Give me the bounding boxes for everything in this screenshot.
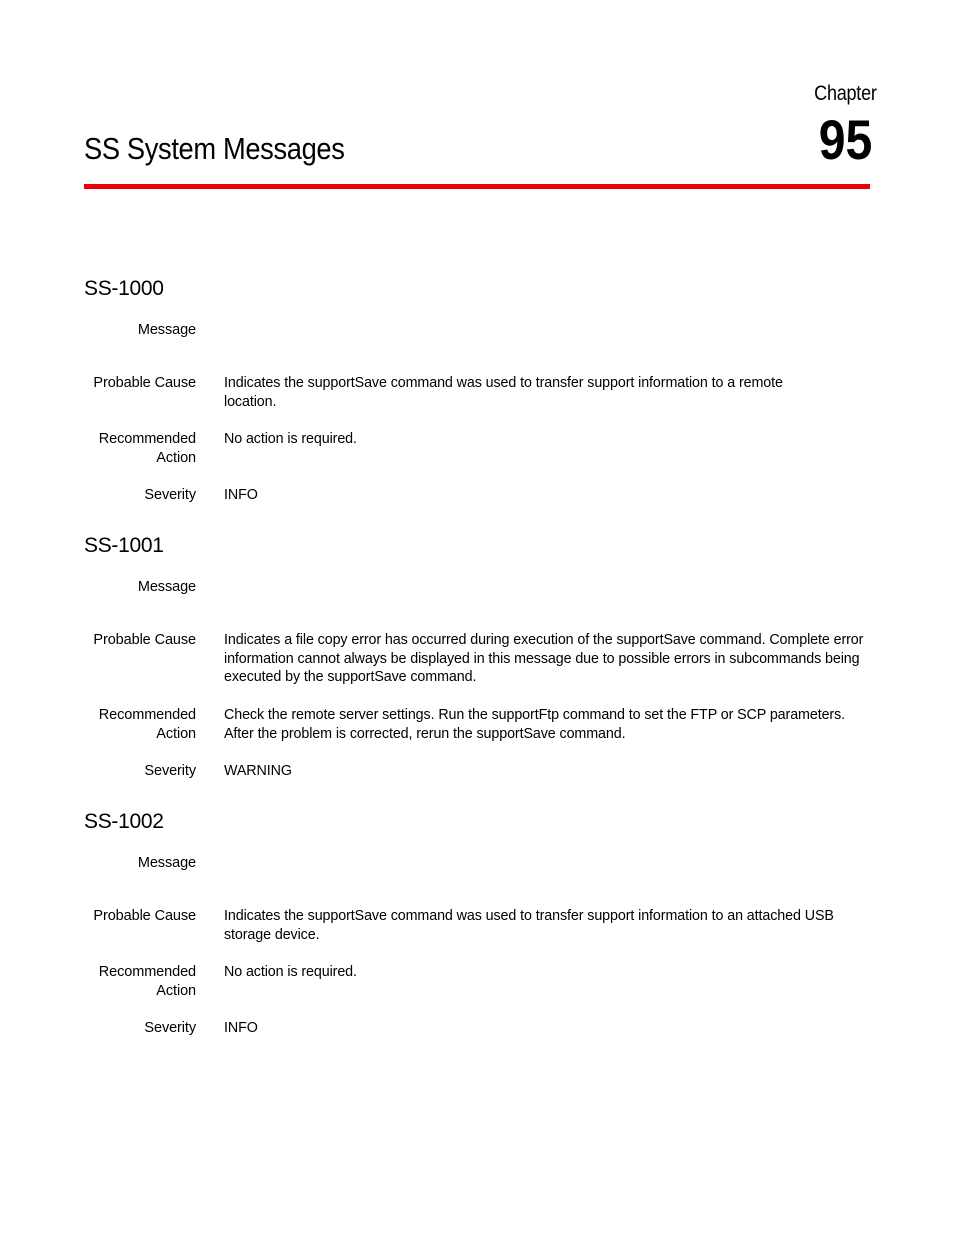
probable-cause-label: Probable Cause	[93, 632, 196, 648]
recommended-action-text: Check the remote server settings. Run the	[224, 707, 492, 723]
command-name: supportSave	[616, 632, 696, 648]
chapter-label: Chapter	[814, 82, 877, 105]
recommended-action-value	[224, 706, 870, 743]
command-name: supportSave	[476, 725, 556, 742]
probable-cause-label: Probable Cause	[93, 908, 196, 924]
probable-cause-text: command.	[406, 669, 477, 685]
probable-cause-text: command. Complete error information cannot always be displayed in this message due to possible errors in subcommands being executed by the	[224, 632, 864, 685]
message-label: Message	[137, 855, 196, 871]
chapter-number: 95	[818, 108, 872, 171]
message-section-ss-1001	[84, 533, 870, 779]
probable-cause-value	[224, 907, 870, 944]
command-name: supportFtp	[491, 707, 559, 723]
command-name: supportSave	[307, 908, 387, 924]
message-label: Message	[137, 322, 196, 338]
recommended-action-label-line1: Recommended	[98, 707, 196, 723]
recommended-action-label	[84, 706, 196, 744]
command-name: supportSave	[307, 375, 387, 391]
message-id-heading: SS-1002	[84, 810, 164, 833]
page-title: SS System Messages	[84, 131, 345, 166]
probable-cause-value	[224, 374, 834, 411]
message-section-ss-1000	[84, 276, 870, 503]
probable-cause-value	[224, 631, 870, 687]
severity-label: Severity	[144, 763, 196, 779]
severity-value: WARNING	[224, 763, 292, 779]
command-name: supportSave	[327, 669, 407, 685]
probable-cause-label: Probable Cause	[93, 375, 196, 391]
severity-value: INFO	[224, 487, 258, 503]
probable-cause-text: Indicates a file copy error has occurred during execution of the	[224, 632, 617, 648]
recommended-action-label-line1: Recommended	[98, 431, 196, 447]
recommended-action-label	[84, 963, 196, 1001]
probable-cause-text: Indicates the	[224, 908, 308, 924]
severity-label: Severity	[144, 487, 196, 503]
message-section-ss-1002	[84, 809, 870, 1036]
recommended-action-text: command to set the FTP or SCP parameters. After the problem is corrected, rerun the	[224, 707, 846, 742]
probable-cause-text: Indicates the	[224, 375, 308, 391]
severity-label: Severity	[144, 1020, 196, 1036]
recommended-action-label	[84, 430, 196, 468]
severity-value: INFO	[224, 1020, 258, 1036]
recommended-action-label-line2: Action	[156, 726, 196, 742]
recommended-action-value: No action is required.	[224, 431, 357, 447]
recommended-action-text: command.	[555, 725, 626, 742]
recommended-action-value: No action is required.	[224, 964, 357, 980]
recommended-action-label-line2: Action	[156, 450, 196, 466]
message-id-heading: SS-1001	[84, 534, 164, 557]
recommended-action-label-line1: Recommended	[98, 964, 196, 980]
message-id-heading: SS-1000	[84, 277, 164, 300]
recommended-action-label-line2: Action	[156, 983, 196, 999]
probable-cause-text: command was used to transfer support information to a remote location.	[224, 375, 783, 410]
probable-cause-text: command was used to transfer support information to an attached USB storage device.	[224, 908, 834, 943]
message-label: Message	[137, 579, 196, 595]
title-rule	[84, 184, 870, 189]
